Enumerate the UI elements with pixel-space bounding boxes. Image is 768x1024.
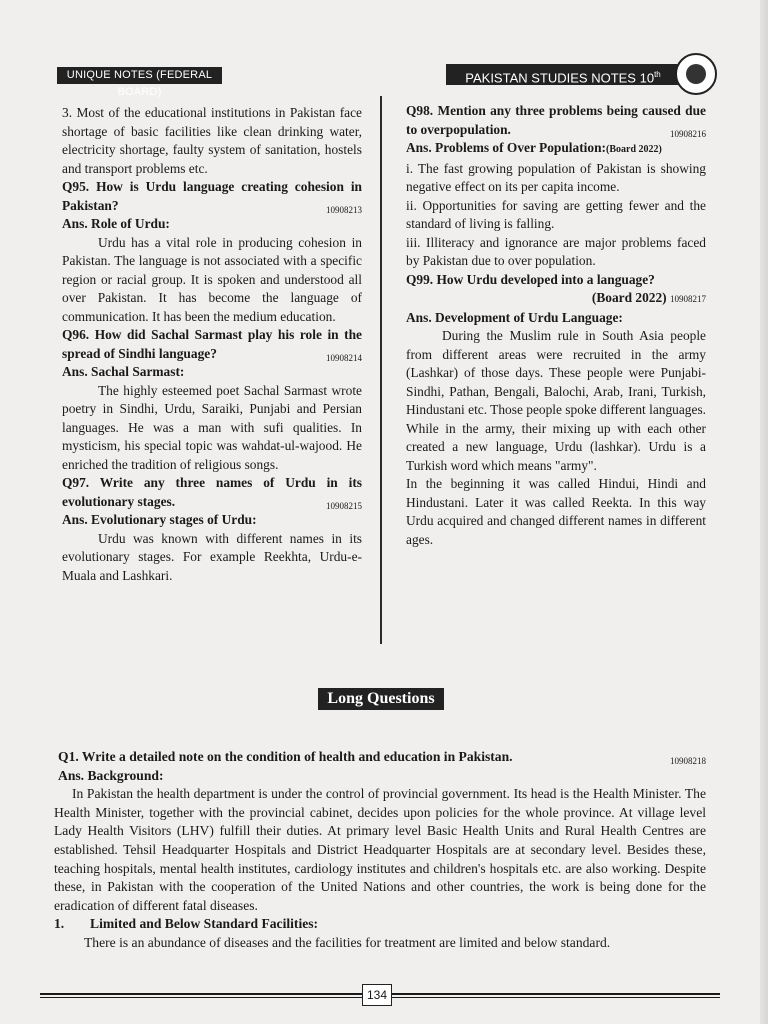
answer-99-heading: Ans. Development of Urdu Language:: [406, 309, 623, 325]
answer-96-heading: Ans. Sachal Sarmast:: [62, 364, 185, 379]
question-98-code: 10908216: [670, 128, 706, 139]
answer-97-heading: Ans. Evolutionary stages of Urdu:: [62, 512, 257, 527]
question-97: [62, 474, 362, 511]
long-answer-1-heading: Ans. Background:: [58, 767, 164, 783]
answer-99-text-1: During the Muslim rule in South Asia people from different areas were recruited in the army (Lashkar) of those days. These people were Punjabi-Sindhi, Pathan, Bengali, Balochi, Arab, Irani, Turkish, Hindustani etc. Those people spoke different languages. While in the army, their mixing up with each other created a new language, Urdu (lashkar). Urdu is a Turkish word which means "army".: [406, 328, 706, 473]
long-answer-1-text: In Pakistan the health department is under the control of provincial government. Its head is the Health Minister. The Health Minister, together with the provincial cabinet, decides upon policies for the whole province. At village level Lady Health Visitors (LHV) fulfill their duties. At primary level Basic Health Units and Rural Health Centres are established. Tehsil Headquarter Hospitals and District Headquarter Hospitals are at secondary level. Besides these, teaching hospitals, mental health institutes, cardiology institutes and children's hospitals etc. are also working. Despite these, in Pakistan with the cooperation of the United Nations and other countries, the work is being done for the eradication of different fatal diseases.: [54, 786, 706, 913]
question-96: [62, 326, 362, 363]
question-98-text: Q98. Mention any three problems being caused due to overpopulation.: [406, 103, 706, 137]
question-96-text: Q96. How did Sachal Sarmast play his role in the spread of Sindhi language?: [62, 327, 362, 361]
header-right-label: [446, 64, 680, 85]
header-right-sup: th: [654, 70, 661, 79]
answer-97-text: Urdu was known with different names in its evolutionary stages. For example Reekhta, Urdu-e-Muala and Lashkari.: [62, 530, 362, 583]
subheading-1-text: There is an abundance of diseases and the facilities for treatment are limited and below standard.: [84, 934, 611, 950]
subheading-1-title: Limited and Below Standard Facilities:: [90, 916, 319, 932]
left-column: [62, 104, 362, 585]
question-99: Q99. How Urdu developed into a language?: [406, 271, 655, 287]
answer-98-board: (Board 2022): [606, 144, 662, 155]
right-column: [406, 102, 706, 549]
long-question-1-text: Q1. Write a detailed note on the condition of health and education in Pakistan.: [58, 749, 513, 764]
answer-98-heading: [406, 139, 706, 160]
page-number: 134: [362, 984, 392, 1006]
question-99-code: 10908217: [670, 294, 706, 304]
long-question-section: [54, 748, 706, 953]
answer-96-text: The highly esteemed poet Sachal Sarmast wrote poetry in Sindhi, Urdu, Saraiki, Punjabi and Persian languages. He was a man with sufi qualities. In mysticism, his special topic was wahdat-ul-wajood. He enriched the tradition of religious songs.: [62, 382, 362, 472]
point-3-text: 3. Most of the educational institutions in Pakistan face shortage of basic facilities like clean drinking water, electricity shortage, faulty system of sanitation, hostels and transport problems etc.: [62, 105, 362, 176]
page-edge: [760, 0, 768, 1024]
question-96-code: 10908214: [326, 352, 362, 363]
question-98: [406, 102, 706, 139]
question-95: [62, 178, 362, 215]
publisher-logo-icon: [675, 53, 717, 95]
long-question-1-code: 10908218: [670, 756, 706, 766]
subheading-1-number: 1.: [54, 916, 65, 932]
long-questions-heading: Long Questions: [318, 688, 444, 710]
answer-95-text: Urdu has a vital role in producing cohesion in Pakistan. The language is not associated with a specific region or racial group. It is spoken and understood all over Pakistan. It has become the language of communication. It has been the medium education.: [62, 234, 362, 324]
long-question-1: [58, 748, 706, 767]
answer-95-heading: Ans. Role of Urdu:: [62, 216, 170, 231]
header-right-title: PAKISTAN STUDIES NOTES 10: [465, 70, 655, 86]
answer-98-point-iii: iii. Illiteracy and ignorance are major problems faced by Pakistan due to over population.: [406, 234, 706, 268]
question-99-board-text: (Board 2022): [591, 290, 667, 305]
answer-98-point-i: i. The fast growing population of Pakistan is showing negative effect on its per capita income.: [406, 160, 706, 194]
question-97-text: Q97. Write any three names of Urdu in its evolutionary stages.: [62, 475, 362, 509]
question-95-text: Q95. How is Urdu language creating cohesion in Pakistan?: [62, 179, 362, 213]
subheading-1: [54, 915, 706, 934]
answer-98-point-ii: ii. Opportunities for saving are getting fewer and the standard of living is falling.: [406, 197, 706, 231]
column-divider: [380, 96, 382, 644]
answer-99-text-2: In the beginning it was called Hindui, Hindi and Hindustani. Later it was called Reekta. In this way Urdu acquired and changed different names in different ages.: [406, 476, 706, 547]
header-left-label: UNIQUE NOTES (FEDERAL BOARD): [57, 67, 222, 84]
question-97-code: 10908215: [326, 500, 362, 511]
question-95-code: 10908213: [326, 204, 362, 215]
question-99-board: [406, 289, 706, 309]
answer-98-heading-text: Ans. Problems of Over Population:: [406, 140, 606, 155]
